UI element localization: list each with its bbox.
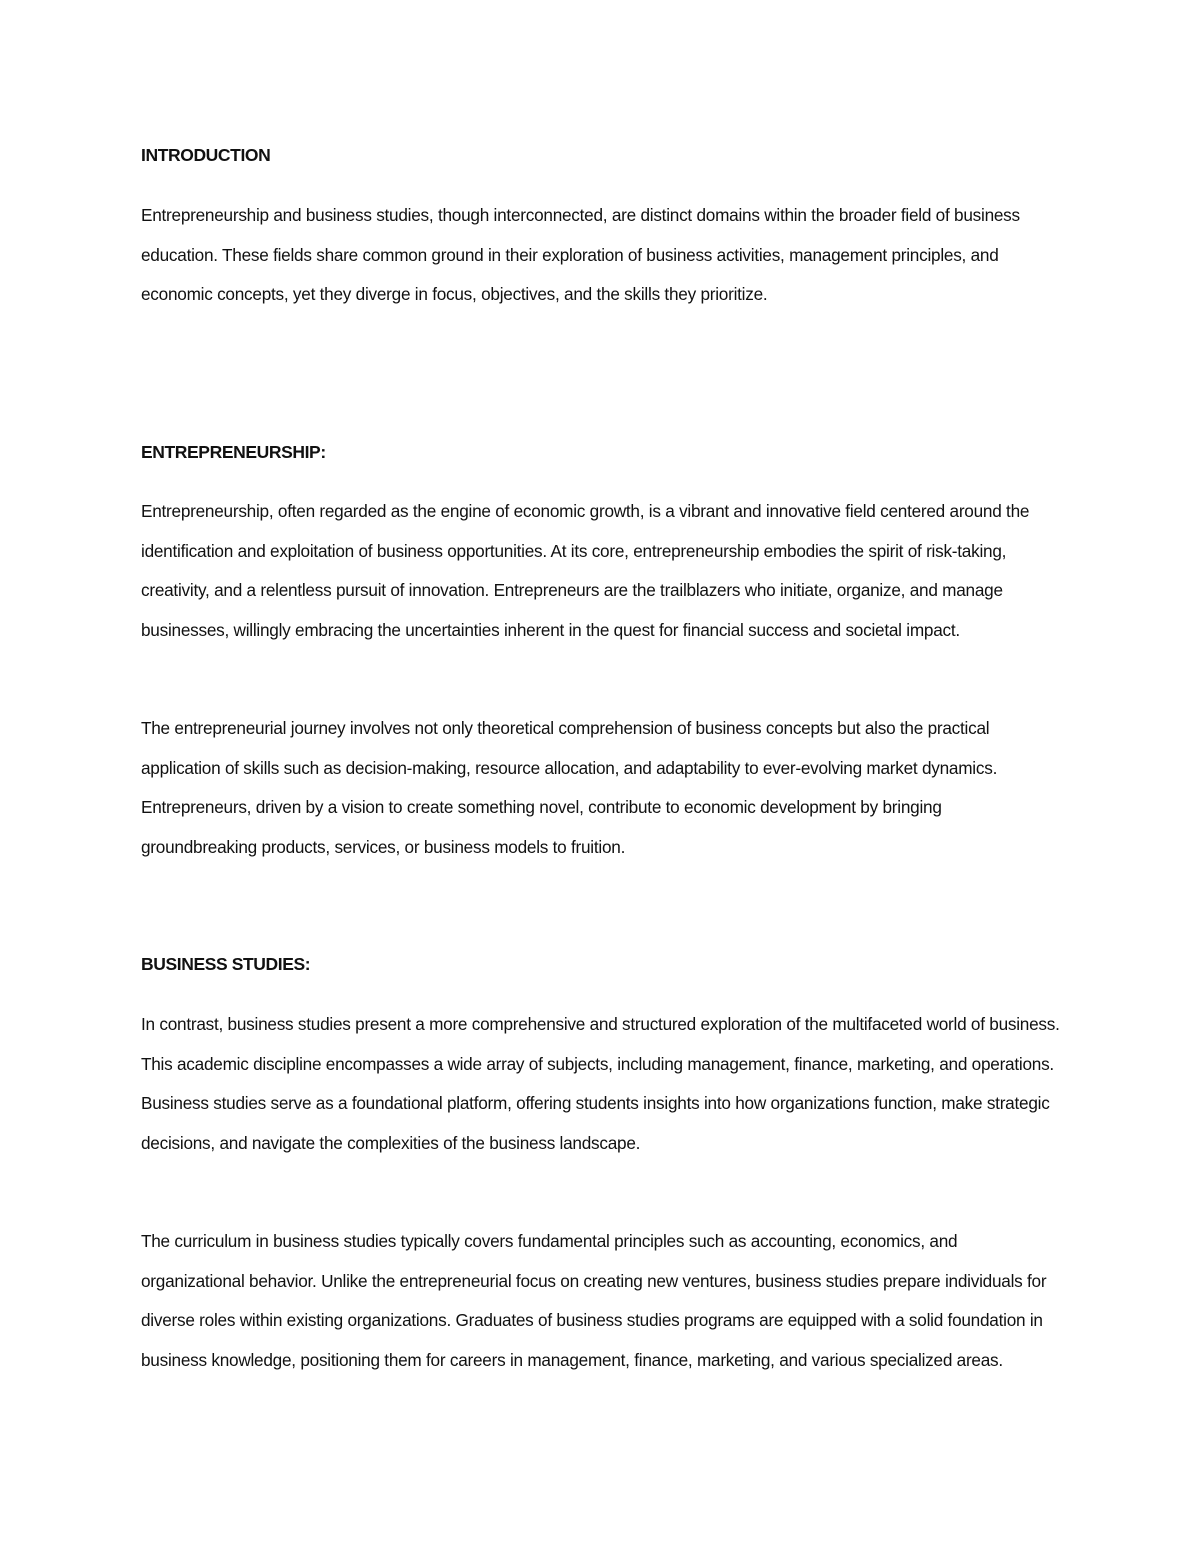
- paragraph-introduction: Entrepreneurship and business studies, though interconnected, are distinct domains within the broader field of business education. These fields share common ground in their exploration of business activities, management principles, and economic concepts, yet they diverge in focus, objectives, and the skills they prioritize.: [141, 205, 1020, 304]
- heading-business-studies: BUSINESS STUDIES:: [141, 954, 311, 974]
- paragraph-business-studies-2: The curriculum in business studies typically covers fundamental principles such as accounting, economics, and organizational behavior. Unlike the entrepreneurial focus on creating new ventures, business studies prepare individuals for diverse roles within existing organizations. Graduates of business studies programs are equipped with a solid foundation in business knowledge, positioning them for careers in management, finance, marketing, and various specialized areas.: [141, 1231, 1047, 1370]
- paragraph-business-studies-1: In contrast, business studies present a more comprehensive and structured exploration of the multifaceted world of business. This academic discipline encompasses a wide array of subjects, including management, finance, marketing, and operations. Business studies serve as a foundational platform, offering students insights into how organizations function, make strategic decisions, and navigate the complexities of the business landscape.: [141, 1014, 1060, 1153]
- paragraph-entrepreneurship-2: The entrepreneurial journey involves not only theoretical comprehension of business concepts but also the practical application of skills such as decision-making, resource allocation, and adaptability to ever-evolving market dynamics. Entrepreneurs, driven by a vision to create something novel, contribute to economic development by bringing groundbreaking products, services, or business models to fruition.: [141, 718, 998, 857]
- heading-introduction: INTRODUCTION: [141, 145, 271, 165]
- heading-entrepreneurship: ENTREPRENEURSHIP:: [141, 442, 326, 462]
- paragraph-entrepreneurship-1: Entrepreneurship, often regarded as the engine of economic growth, is a vibrant and innovative field centered around the identification and exploitation of business opportunities. At its core, entrepreneurship embodies the spirit of risk-taking, creativity, and a relentless pursuit of innovation. Entrepreneurs are the trailblazers who initiate, organize, and manage businesses, willingly embracing the uncertainties inherent in the quest for financial success and societal impact.: [141, 501, 1030, 640]
